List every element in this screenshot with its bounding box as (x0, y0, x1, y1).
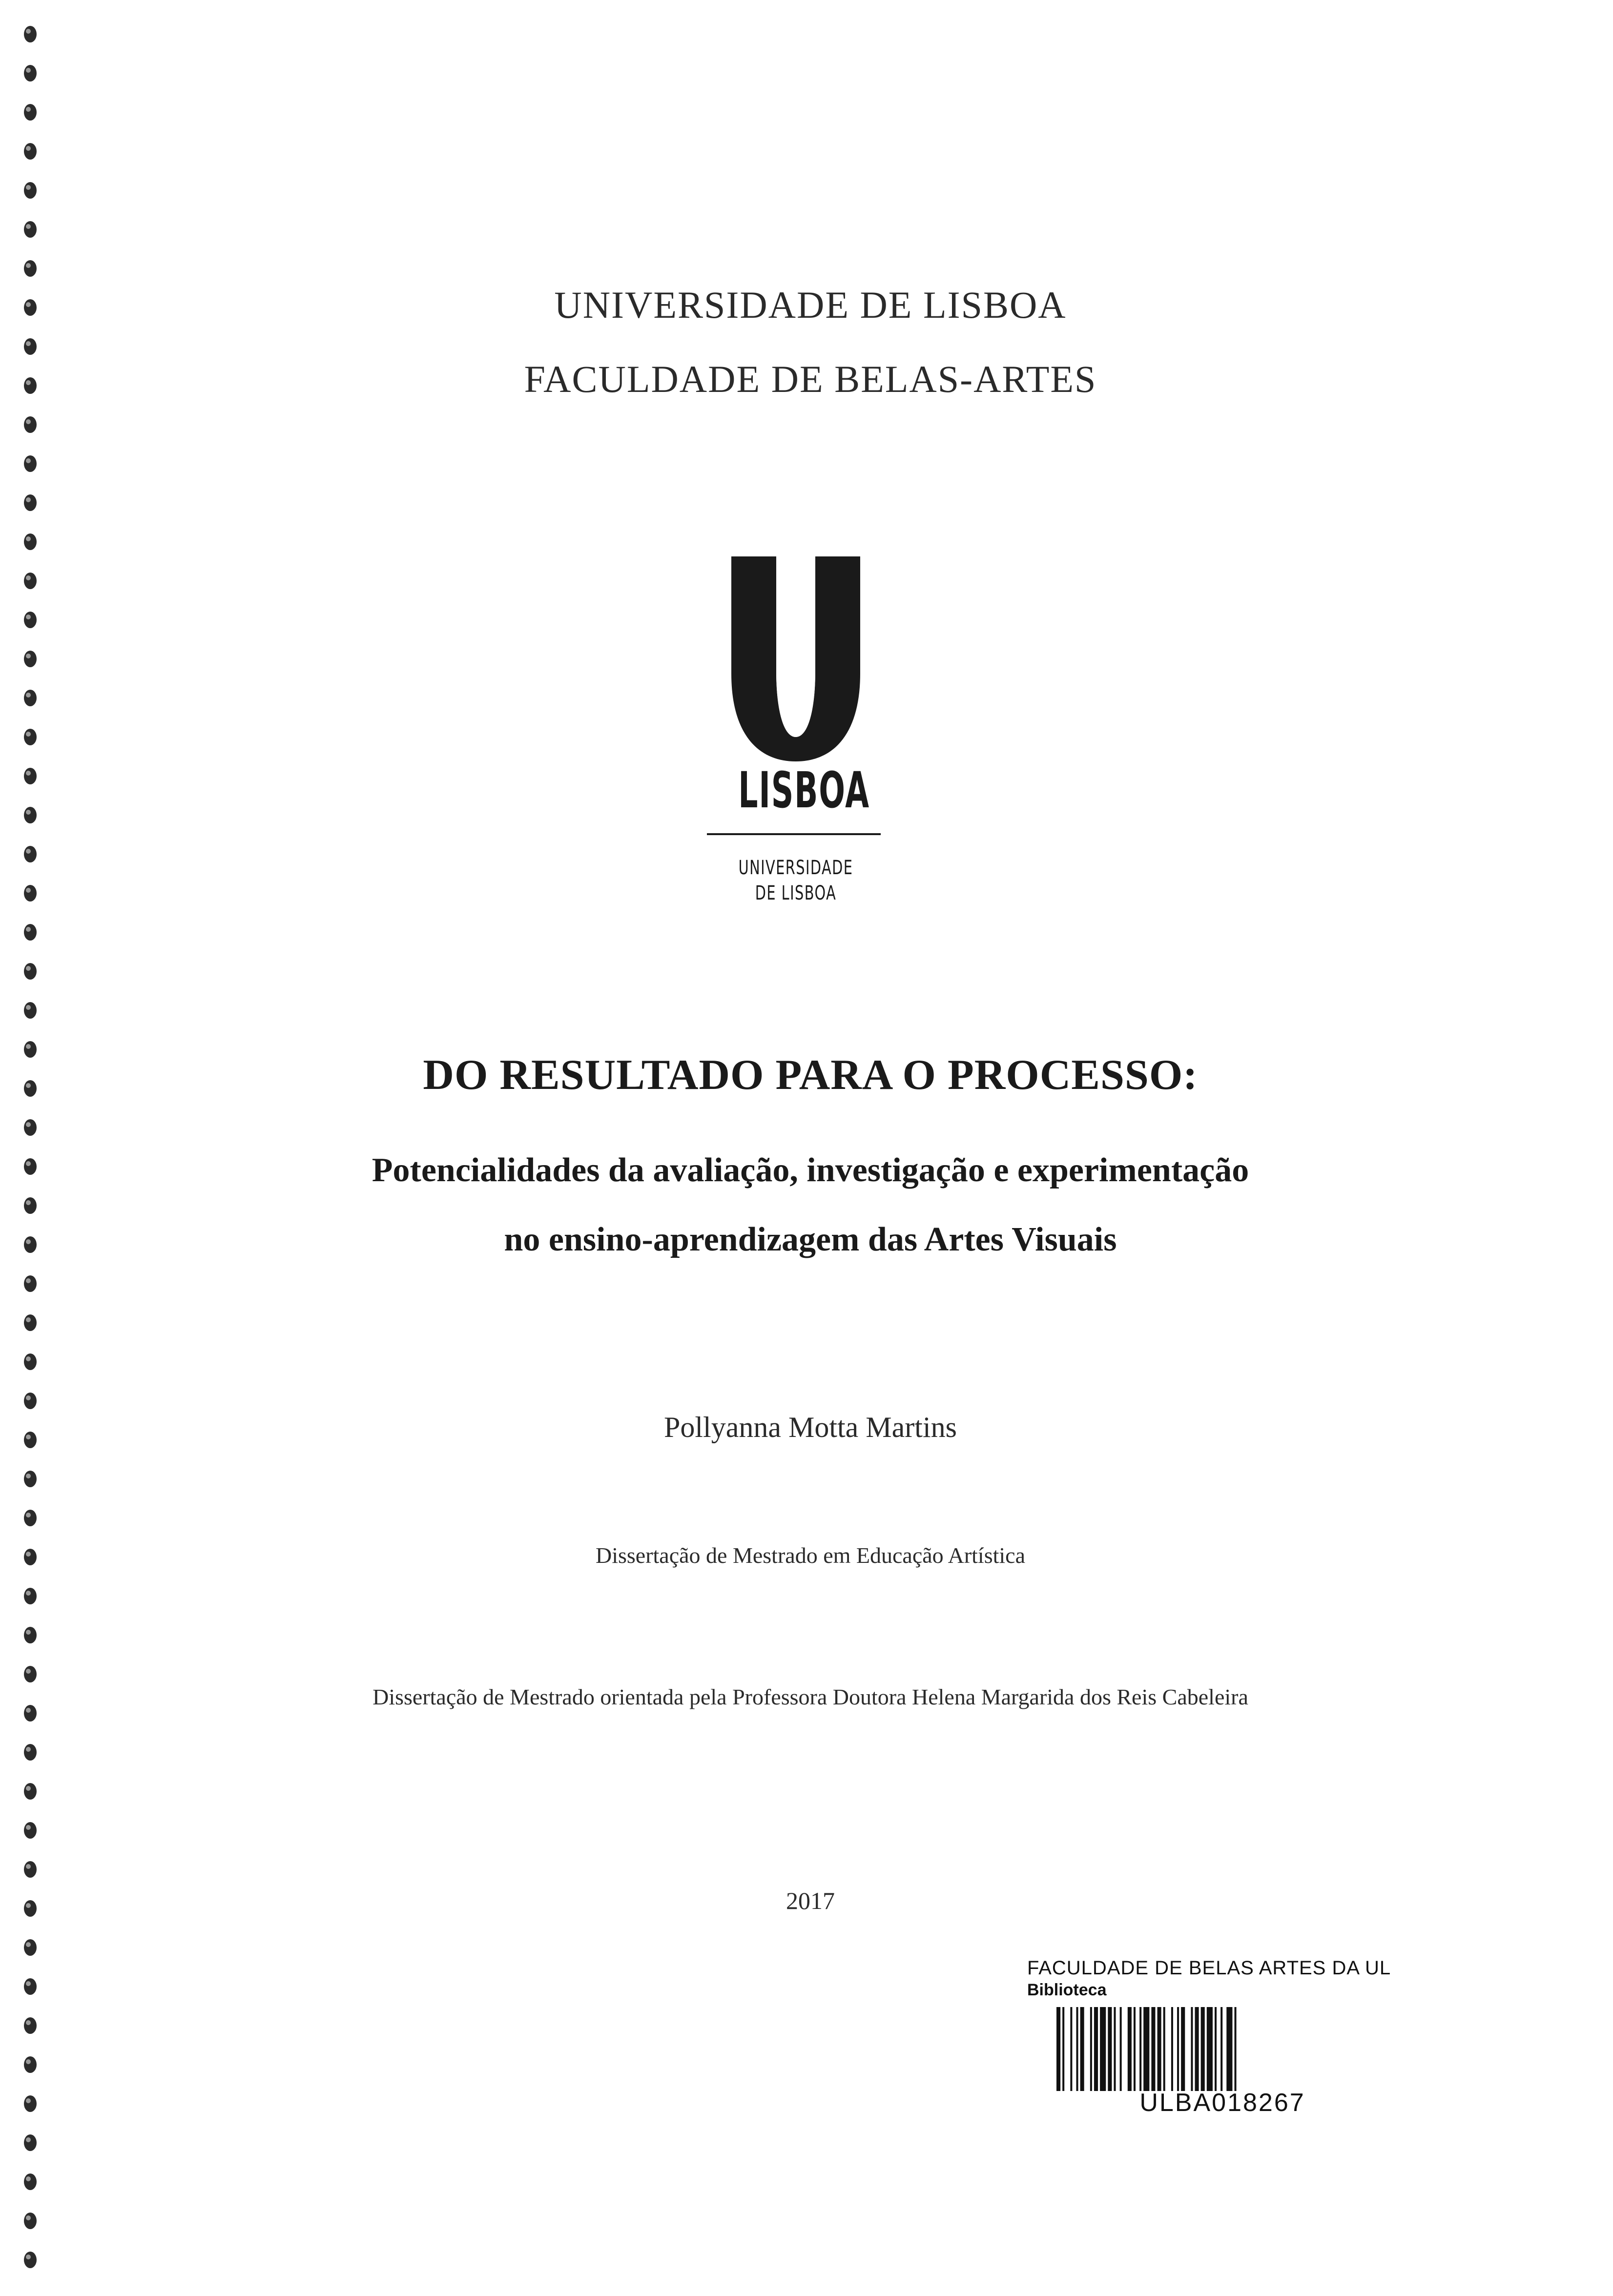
thesis-title: DO RESULTADO PARA O PROCESSO: (423, 1051, 1198, 1099)
stamp-library: Biblioteca (1027, 1981, 1107, 1999)
logo-subtitle (729, 855, 863, 906)
barcode-icon (1056, 2007, 1379, 2091)
university-name: UNIVERSIDADE DE LISBOA (554, 284, 1067, 326)
stamp-code: ULBA018267 (1139, 2089, 1305, 2117)
stamp-institution: FACULDADE DE BELAS ARTES DA UL (1027, 1957, 1391, 1979)
logo-divider (707, 833, 881, 835)
thesis-subtitle-line1: Potencialidades da avaliação, investigação e experimentação (372, 1151, 1249, 1189)
logo-subtitle-line1: UNIVERSIDADE (738, 857, 853, 879)
logo-subtitle-line2: DE LISBOA (755, 882, 837, 904)
thesis-subtitle-line2: no ensino-aprendizagem das Artes Visuais (504, 1221, 1117, 1258)
library-stamp (1027, 1957, 1418, 2123)
logo-wordmark: LISBOA (738, 761, 870, 820)
spiral-binding (15, 20, 49, 2284)
author-name: Pollyanna Motta Martins (664, 1411, 957, 1443)
advisor-line: Dissertação de Mestrado orientada pela Professora Doutora Helena Margarida dos Reis Cabeleira (372, 1684, 1248, 1709)
faculty-name: FACULDADE DE BELAS-ARTES (524, 358, 1097, 400)
degree-line: Dissertação de Mestrado em Educação Artística (595, 1543, 1026, 1568)
year: 2017 (786, 1887, 835, 1914)
